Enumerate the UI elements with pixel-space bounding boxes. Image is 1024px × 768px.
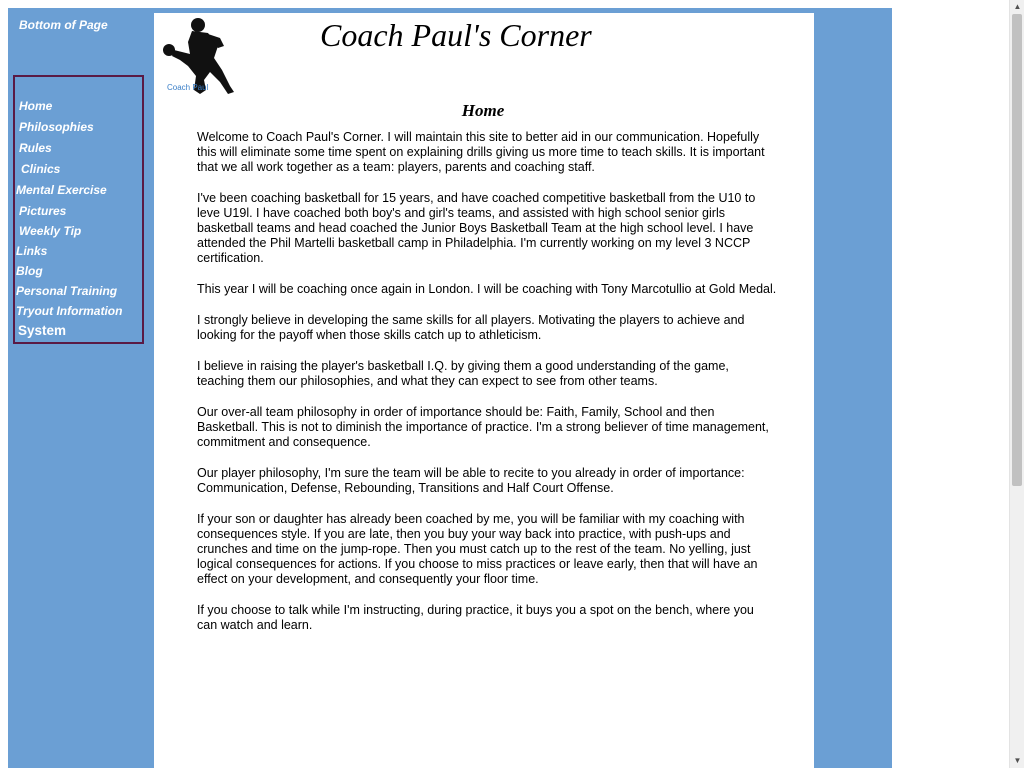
article-paragraph: I believe in raising the player's basketball I.Q. by giving them a good understanding of the game, teaching them our philosophies, and what they can expect to see from other teams. bbox=[197, 359, 729, 388]
article-paragraph: This year I will be coaching once again in London. I will be coaching with Tony Marcotullio at Gold Medal. bbox=[197, 282, 777, 296]
scroll-down-icon[interactable]: ▼ bbox=[1013, 756, 1022, 765]
vertical-scrollbar[interactable] bbox=[1009, 0, 1024, 768]
nav-item-clinics[interactable]: Clinics bbox=[21, 162, 61, 176]
nav-item-system[interactable]: System bbox=[18, 323, 67, 338]
article-paragraph: If your son or daughter has already been coached by me, you will be familiar with my coaching with consequences style. If you are late, then you buy your way back into practice, with push-ups and crunches and time on the jump-rope. Then you must catch up to the rest of the team. No yelling, just logical consequences for actions. If you choose to miss practices or leave early, then that will have an effect on your development, and consequently your floor time. bbox=[197, 512, 758, 586]
article-body bbox=[197, 130, 777, 649]
site-title: Coach Paul's Corner bbox=[320, 17, 592, 53]
article-paragraph: If you choose to talk while I'm instructing, during practice, it buys you a spot on the bench, where you can watch and learn. bbox=[197, 603, 754, 632]
nav-item-links[interactable]: Links bbox=[16, 244, 48, 258]
nav-item-weekly-tip[interactable]: Weekly Tip bbox=[19, 224, 82, 238]
bottom-of-page-link[interactable]: Bottom of Page bbox=[19, 18, 108, 32]
logo-caption: Coach Paul bbox=[167, 83, 209, 92]
page-heading: Home bbox=[461, 101, 505, 120]
main-content bbox=[154, 13, 814, 768]
nav-item-personal-training[interactable]: Personal Training bbox=[16, 284, 118, 298]
nav-item-philosophies[interactable]: Philosophies bbox=[19, 120, 94, 134]
article-paragraph: I've been coaching basketball for 15 years, and have coached competitive basketball from the U10 to leve U19l. I have coached both boy's and girl's teams, and assisted with high school senior girls basketball teams and head coached the Junior Boys Basketball Team at the high school level. I have attended the Phil Martelli basketball camp in Philadelphia. I'm currently working on my level 3 NCCP certification. bbox=[197, 191, 756, 265]
nav-item-pictures[interactable]: Pictures bbox=[19, 204, 67, 218]
article-paragraph: Our player philosophy, I'm sure the team will be able to recite to you already in order of importance: Communication, Defense, Rebounding, Transitions and Half Court Offense. bbox=[197, 466, 745, 495]
nav-item-blog[interactable]: Blog bbox=[16, 264, 43, 278]
nav-item-home[interactable]: Home bbox=[19, 99, 53, 113]
nav-item-rules[interactable]: Rules bbox=[19, 141, 52, 155]
article-paragraph: Our over-all team philosophy in order of importance should be: Faith, Family, School and then Basketball. This is not to diminish the importance of practice. I'm a strong believer of time management, commitment and consequence. bbox=[197, 405, 769, 449]
article-paragraph: I strongly believe in developing the same skills for all players. Motivating the players to achieve and looking for the payoff when those skills catch up to athleticism. bbox=[197, 313, 745, 342]
scrollbar-thumb[interactable] bbox=[1012, 14, 1022, 486]
scroll-up-icon[interactable]: ▲ bbox=[1013, 2, 1022, 11]
article-paragraph: Welcome to Coach Paul's Corner. I will maintain this site to better aid in our communication. Hopefully this will eliminate some time spent on explaining drills giving us more time to teach skills. It is important that we all work together as a team: players, parents and coaching staff. bbox=[197, 130, 765, 174]
nav-item-mental-exercise[interactable]: Mental Exercise bbox=[16, 183, 107, 197]
nav-item-tryout-information[interactable]: Tryout Information bbox=[16, 304, 123, 318]
basketball-player-logo-icon bbox=[158, 16, 236, 96]
